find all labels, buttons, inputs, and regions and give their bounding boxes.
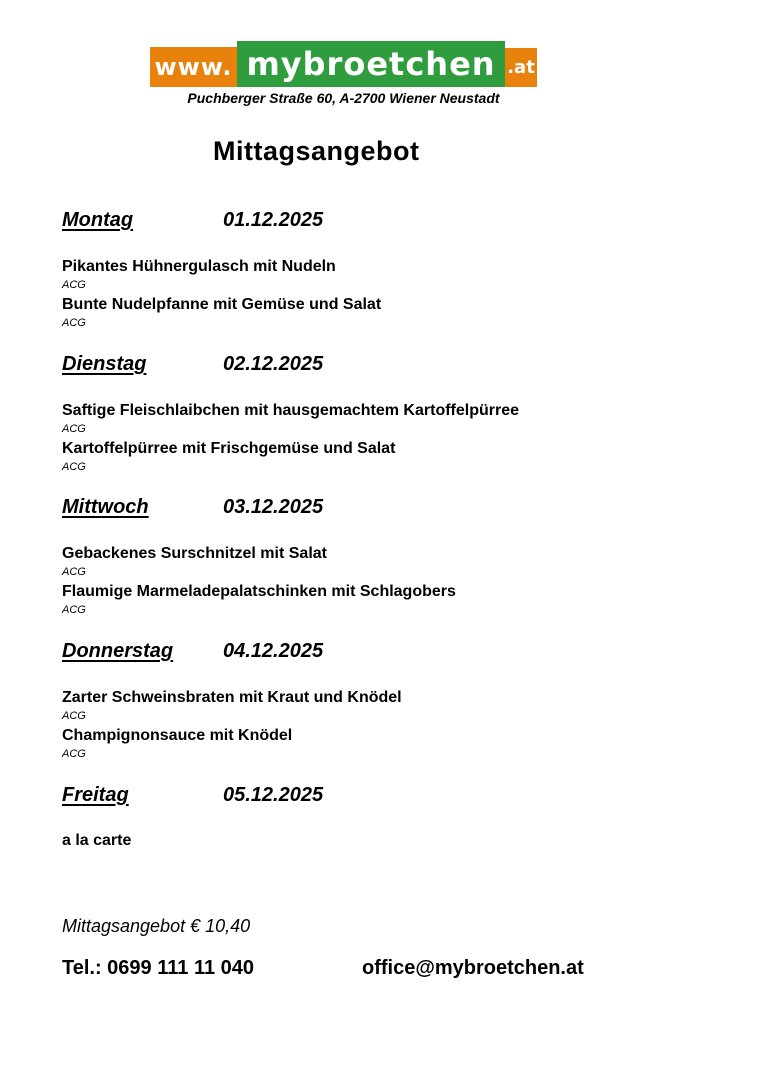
- day-name: Dienstag: [62, 353, 147, 375]
- day-heading: [62, 209, 723, 232]
- day-items: [62, 543, 723, 619]
- dish-name: Bunte Nudelpfanne mit Gemüse und Salat: [62, 296, 382, 313]
- day-section-dienstag: [62, 353, 723, 476]
- dish-allergens: ACG: [62, 748, 86, 760]
- day-heading: [62, 784, 723, 807]
- day-items: [62, 687, 723, 763]
- dish-name: Flaumige Marmeladepalatschinken mit Schlagobers: [62, 583, 456, 600]
- dish-allergens: ACG: [62, 566, 86, 578]
- dish-name: Zarter Schweinsbraten mit Kraut und Knödel: [62, 689, 402, 706]
- day-name: Donnerstag: [62, 640, 174, 662]
- day-section-montag: [62, 209, 723, 332]
- dish-name: Pikantes Hühnergulasch mit Nudeln: [62, 258, 336, 275]
- day-items: [62, 256, 723, 332]
- dish-allergens: ACG: [62, 604, 86, 616]
- dish-name: Kartoffelpürree mit Frischgemüse und Salat: [62, 440, 396, 457]
- dish-allergens: ACG: [62, 461, 86, 473]
- day-section-mittwoch: [62, 496, 723, 619]
- day-name: Montag: [62, 209, 134, 231]
- logo-www-segment: www.: [150, 47, 237, 87]
- contact-row: [62, 957, 584, 980]
- phone-number: Tel.: 0699 111 11 040: [62, 957, 255, 979]
- logo-tld-segment: .at: [505, 48, 537, 87]
- day-heading: [62, 640, 723, 663]
- dish-name: Saftige Fleischlaibchen mit hausgemachtem Kartoffelpürree: [62, 402, 520, 419]
- day-note: a la carte: [62, 832, 132, 849]
- day-date: 04.12.2025: [223, 640, 324, 662]
- day-heading: [62, 496, 723, 519]
- email-address: office@mybroetchen.at: [362, 957, 584, 979]
- dish-allergens: ACG: [62, 423, 86, 435]
- page-title: Mittagsangebot: [213, 136, 420, 166]
- day-items: [62, 400, 723, 476]
- dish-name: Gebackenes Surschnitzel mit Salat: [62, 545, 327, 562]
- day-date: 02.12.2025: [223, 353, 324, 375]
- dish-allergens: ACG: [62, 710, 86, 722]
- address-line: Puchberger Straße 60, A-2700 Wiener Neustadt: [187, 90, 500, 106]
- day-name: Mittwoch: [62, 496, 149, 518]
- logo: [150, 41, 537, 87]
- dish-name: Champignonsauce mit Knödel: [62, 727, 293, 744]
- dish-allergens: ACG: [62, 279, 86, 291]
- logo-brand-segment: mybroetchen: [237, 41, 505, 87]
- day-name: Freitag: [62, 784, 129, 806]
- day-heading: [62, 353, 723, 376]
- day-date: 05.12.2025: [223, 784, 324, 806]
- day-date: 01.12.2025: [223, 209, 324, 231]
- day-section-donnerstag: [62, 640, 723, 763]
- day-date: 03.12.2025: [223, 496, 324, 518]
- dish-allergens: ACG: [62, 317, 86, 329]
- price-line: Mittagsangebot € 10,40: [62, 916, 251, 936]
- day-section-freitag: [62, 784, 723, 850]
